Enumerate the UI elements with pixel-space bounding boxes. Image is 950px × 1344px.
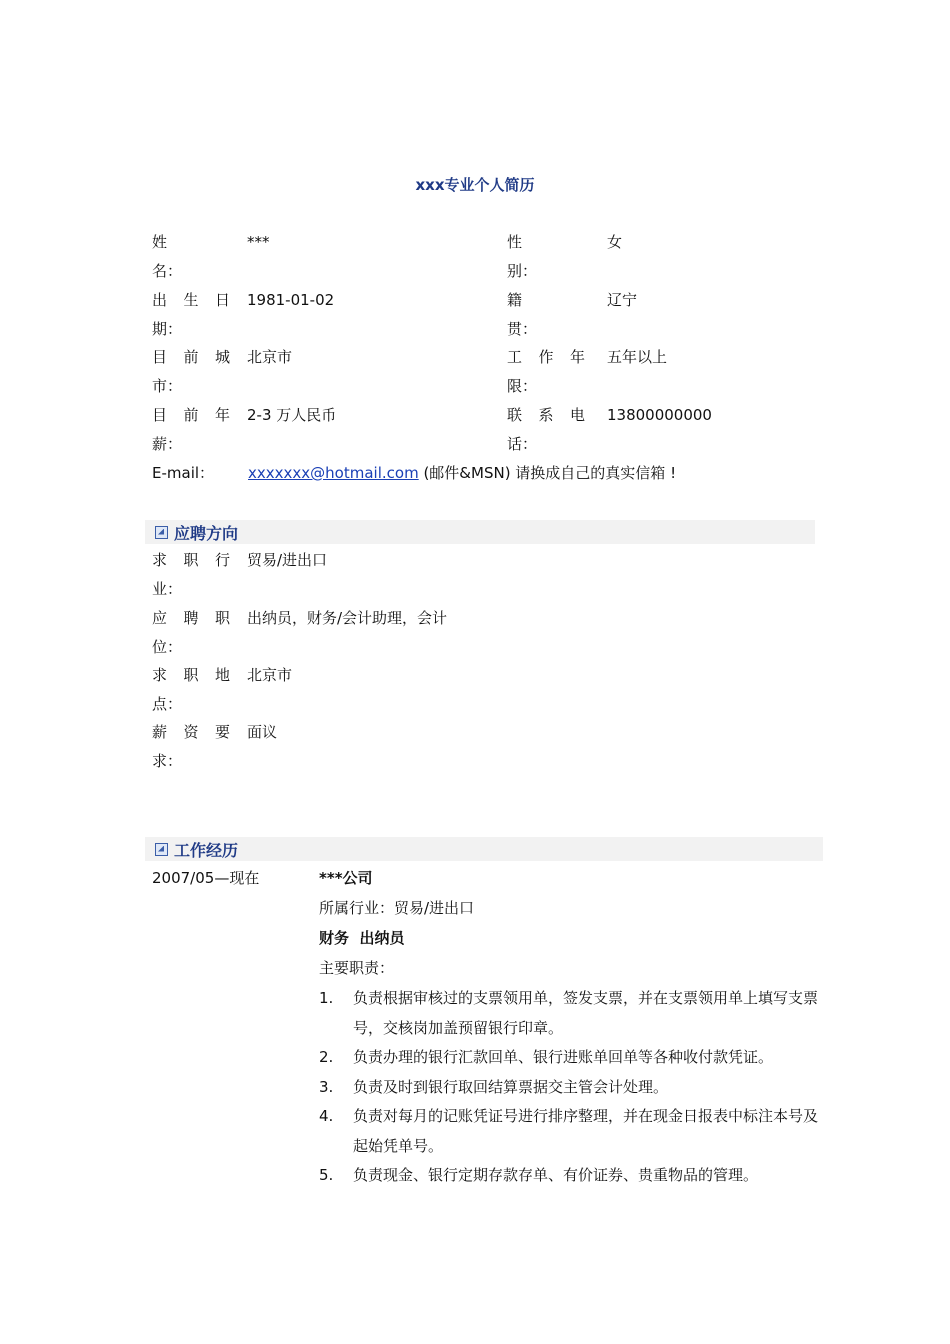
phone-label: 联 系 电 话： xyxy=(507,401,585,459)
label-char: 年 xyxy=(214,406,230,424)
job-entry xyxy=(319,864,819,1191)
label-char: 资 xyxy=(183,723,199,741)
duty-item xyxy=(319,1102,819,1161)
salary-value: 2-3 万人民币 xyxy=(247,406,337,424)
name-label: 姓 名： xyxy=(152,228,230,286)
years-label: 工 作 年 限： xyxy=(507,343,585,401)
label-char: 行 xyxy=(214,551,230,569)
intention-value: 出纳员，财务/会计助理，会计 xyxy=(247,609,448,627)
birth-label: 出 生 日 期： xyxy=(152,286,230,344)
email-link[interactable]: xxxxxxx@hotmail.com xyxy=(248,464,419,482)
label-char: 聘 xyxy=(183,609,199,627)
duty-text: 负责根据审核过的支票领用单，签发支票，并在支票领用单上填写支票号，交核岗加盖预留银行印章。 xyxy=(353,989,819,1037)
label-char: 职 xyxy=(214,609,230,627)
intention-label: 求 职 地 点： xyxy=(152,661,230,719)
label-char: 求 xyxy=(152,551,168,569)
duty-number: 2. xyxy=(319,1048,334,1066)
label-char: 求 xyxy=(152,666,168,684)
label-char: 联 xyxy=(507,406,523,424)
label-char: 系 xyxy=(538,406,554,424)
duty-item xyxy=(319,984,819,1043)
label-char: 出 xyxy=(152,291,168,309)
section-marker-icon xyxy=(155,526,168,539)
duty-text: 负责现金、银行定期存款存单、有价证券、贵重物品的管理。 xyxy=(353,1166,759,1184)
duty-number: 3. xyxy=(319,1077,334,1096)
email-note: (邮件&MSN) 请换成自己的真实信箱 ! xyxy=(418,464,677,482)
job-position: 财务 出纳员 xyxy=(319,929,405,947)
intention-label: 应 聘 职 位： xyxy=(152,604,230,662)
label-char: 性 xyxy=(507,233,523,251)
name-value: *** xyxy=(247,233,270,251)
label-char: 要 xyxy=(214,723,230,741)
intention-label: 薪 资 要 求： xyxy=(152,718,230,776)
duty-item xyxy=(319,1161,819,1191)
resume-title: xxx专业个人简历 xyxy=(415,176,535,194)
section-marker-icon xyxy=(155,843,168,856)
job-duties-list xyxy=(319,984,819,1191)
gender-label: 性 别： xyxy=(507,228,585,286)
native-value: 辽宁 xyxy=(607,291,638,309)
label-char: 工 xyxy=(507,348,523,366)
label-char: 姓 xyxy=(152,233,168,251)
intention-value: 北京市 xyxy=(247,666,293,684)
job-date: 2007/05—现在 xyxy=(152,869,260,887)
label-char: 前 xyxy=(183,348,199,366)
section-intention xyxy=(145,520,815,544)
intention-value: 面议 xyxy=(247,723,278,741)
duty-item xyxy=(319,1073,819,1103)
section-experience-title: 工作经历 xyxy=(174,840,239,860)
salary-label: 目 前 年 薪： xyxy=(152,401,230,459)
duty-number: 4. xyxy=(319,1107,334,1125)
duty-text: 负责办理的银行汇款回单、银行进账单回单等各种收付款凭证。 xyxy=(353,1048,774,1066)
duty-number: 1. xyxy=(319,989,334,1007)
label-char: 薪 xyxy=(152,723,168,741)
label-char: 年 xyxy=(569,348,585,366)
intention-value: 贸易/进出口 xyxy=(247,551,328,569)
city-label: 目 前 城 市： xyxy=(152,343,230,401)
label-char: 生 xyxy=(183,291,199,309)
job-company: ***公司 xyxy=(319,869,373,887)
duty-item xyxy=(319,1043,819,1073)
email-row xyxy=(152,459,676,488)
label-char: 城 xyxy=(214,348,230,366)
phone-value: 13800000000 xyxy=(607,406,712,424)
birth-value: 1981-01-02 xyxy=(247,291,335,309)
label-char: 电 xyxy=(569,406,585,424)
label-char: 应 xyxy=(152,609,168,627)
duty-text: 负责及时到银行取回结算票据交主管会计处理。 xyxy=(353,1077,669,1096)
email-label: E-mail： xyxy=(152,464,215,482)
native-label: 籍 贯： xyxy=(507,286,585,344)
label-char: 作 xyxy=(538,348,554,366)
city-value: 北京市 xyxy=(247,348,293,366)
job-industry: 所属行业：贸易/进出口 xyxy=(319,899,475,917)
section-experience xyxy=(145,837,823,861)
gender-value: 女 xyxy=(607,233,623,251)
label-char: 目 xyxy=(152,348,168,366)
job-duties-label: 主要职责： xyxy=(319,959,395,977)
label-char: 地 xyxy=(214,666,230,684)
label-char: 目 xyxy=(152,406,168,424)
duty-number: 5. xyxy=(319,1166,334,1184)
label-char: 日 xyxy=(214,291,230,309)
label-char: 职 xyxy=(183,666,199,684)
intention-label: 求 职 行 业： xyxy=(152,546,230,604)
label-char: 职 xyxy=(183,551,199,569)
label-char: 前 xyxy=(183,406,199,424)
label-char: 籍 xyxy=(507,291,523,309)
duty-text: 负责对每月的记账凭证号进行排序整理，并在现金日报表中标注本号及起始凭单号。 xyxy=(353,1107,819,1155)
section-intention-title: 应聘方向 xyxy=(174,523,239,543)
years-value: 五年以上 xyxy=(607,348,668,366)
